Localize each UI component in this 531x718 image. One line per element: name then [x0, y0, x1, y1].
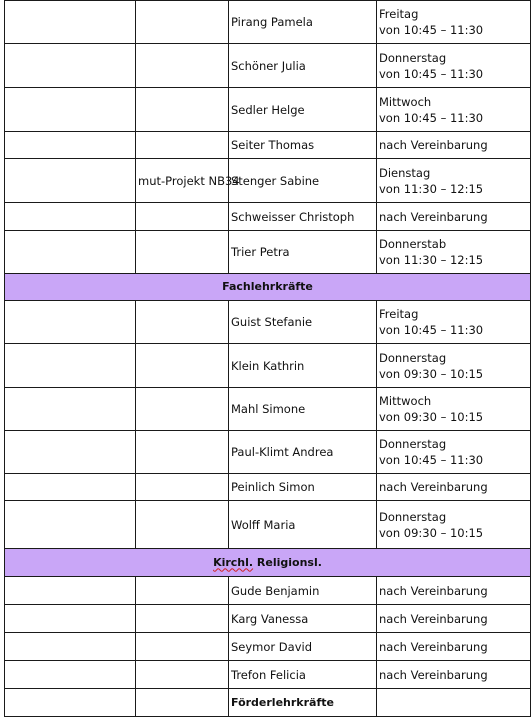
teacher-name: Peinlich Simon	[229, 474, 377, 501]
project-cell	[136, 501, 229, 549]
office-hour-day: Mittwoch	[379, 94, 432, 109]
empty-cell	[136, 689, 229, 717]
teacher-name: Seymor David	[229, 633, 377, 661]
teacher-name: Sedler Helge	[229, 88, 377, 132]
project-cell	[136, 474, 229, 501]
empty-cell	[5, 501, 136, 549]
office-hour-time: von 10:45 – 11:30	[379, 23, 484, 37]
project-cell	[136, 203, 229, 231]
section-header-rest: Religionsl.	[253, 555, 322, 569]
project-cell: mut-Projekt NB34	[136, 159, 229, 203]
section-header: Fachlehrkräfte	[5, 274, 531, 301]
office-hour-cell	[377, 301, 531, 344]
teacher-name: Schweisser Christoph	[229, 203, 377, 231]
project-cell	[136, 344, 229, 388]
office-hour-day: Donnerstab	[379, 237, 447, 251]
table-row	[5, 231, 531, 274]
office-hour-time: von 09:30 – 10:15	[379, 366, 484, 381]
table-row	[5, 301, 531, 344]
office-hour-day: Donnerstag	[379, 50, 447, 65]
empty-cell	[5, 388, 136, 431]
table-row	[5, 132, 531, 159]
office-hour-time: von 10:45 – 11:30	[379, 453, 484, 467]
empty-cell	[5, 159, 136, 203]
empty-cell	[5, 1, 136, 44]
project-cell	[136, 1, 229, 44]
empty-cell	[5, 203, 136, 231]
empty-cell	[5, 431, 136, 474]
table-row	[5, 577, 531, 605]
table-row	[5, 474, 531, 501]
project-cell	[136, 577, 229, 605]
office-hour-cell: nach Vereinbarung	[377, 605, 531, 633]
table-row	[5, 633, 531, 661]
office-hour-cell: nach Vereinbarung	[377, 474, 531, 501]
office-hour-time: von 10:45 – 11:30	[379, 323, 484, 337]
project-cell	[136, 301, 229, 344]
section-header	[5, 549, 531, 577]
table-row	[5, 689, 531, 717]
empty-cell	[5, 132, 136, 159]
office-hour-day: Dienstag	[379, 165, 431, 180]
empty-cell	[5, 577, 136, 605]
table-row	[5, 388, 531, 431]
office-hour-cell: nach Vereinbarung	[377, 661, 531, 689]
office-hour-cell: nach Vereinbarung	[377, 203, 531, 231]
empty-cell	[377, 689, 531, 717]
empty-cell	[5, 661, 136, 689]
table-row	[5, 344, 531, 388]
project-cell	[136, 88, 229, 132]
table-row	[5, 44, 531, 88]
empty-cell	[5, 44, 136, 88]
office-hour-cell	[377, 159, 531, 203]
teacher-name: Gude Benjamin	[229, 577, 377, 605]
office-hour-time: von 10:45 – 11:30	[379, 66, 484, 81]
teacher-name: Stenger Sabine	[229, 159, 377, 203]
table-row	[5, 661, 531, 689]
office-hour-time: von 09:30 – 10:15	[379, 525, 484, 540]
office-hour-cell	[377, 431, 531, 474]
teacher-name: Trier Petra	[229, 231, 377, 274]
subsection-label: Förderlehrkräfte	[229, 689, 377, 717]
teacher-name: Wolff Maria	[229, 501, 377, 549]
teacher-name: Guist Stefanie	[229, 301, 377, 344]
empty-cell	[5, 301, 136, 344]
table-row	[5, 1, 531, 44]
office-hour-day: Mittwoch	[379, 394, 432, 408]
teacher-name: Pirang Pamela	[229, 1, 377, 44]
teacher-office-hours-table	[4, 0, 531, 717]
table-row	[5, 203, 531, 231]
project-cell	[136, 388, 229, 431]
teacher-name: Schöner Julia	[229, 44, 377, 88]
office-hour-cell	[377, 501, 531, 549]
office-hour-time: von 10:45 – 11:30	[379, 110, 484, 125]
spellcheck-flagged-word: Kirchl.	[213, 555, 254, 569]
empty-cell	[5, 88, 136, 132]
table-row	[5, 431, 531, 474]
office-hour-cell: nach Vereinbarung	[377, 577, 531, 605]
office-hour-cell: nach Vereinbarung	[377, 132, 531, 159]
office-hour-cell	[377, 344, 531, 388]
office-hour-day: Freitag	[379, 307, 419, 321]
teacher-name: Mahl Simone	[229, 388, 377, 431]
office-hour-day: Freitag	[379, 7, 419, 21]
empty-cell	[5, 633, 136, 661]
project-cell	[136, 132, 229, 159]
office-hour-time: von 09:30 – 10:15	[379, 410, 484, 424]
office-hour-cell	[377, 44, 531, 88]
office-hour-day: Donnerstag	[379, 437, 447, 451]
project-cell	[136, 605, 229, 633]
empty-cell	[5, 689, 136, 717]
office-hour-cell	[377, 1, 531, 44]
teacher-name: Klein Kathrin	[229, 344, 377, 388]
project-cell	[136, 431, 229, 474]
office-hour-time: von 11:30 – 12:15	[379, 181, 484, 196]
office-hour-cell	[377, 388, 531, 431]
teacher-name: Seiter Thomas	[229, 132, 377, 159]
teacher-name: Paul-Klimt Andrea	[229, 431, 377, 474]
table-row	[5, 605, 531, 633]
teacher-name: Trefon Felicia	[229, 661, 377, 689]
table-row	[5, 501, 531, 549]
empty-cell	[5, 605, 136, 633]
table-row	[5, 88, 531, 132]
project-cell	[136, 44, 229, 88]
office-hour-time: von 11:30 – 12:15	[379, 253, 484, 267]
office-hour-cell: nach Vereinbarung	[377, 633, 531, 661]
empty-cell	[5, 231, 136, 274]
section-header-row	[5, 549, 531, 577]
empty-cell	[5, 474, 136, 501]
project-cell	[136, 661, 229, 689]
office-hour-cell	[377, 88, 531, 132]
section-header-row	[5, 274, 531, 301]
teacher-name: Karg Vanessa	[229, 605, 377, 633]
office-hour-day: Donnerstag	[379, 509, 447, 524]
office-hour-cell	[377, 231, 531, 274]
office-hour-day: Donnerstag	[379, 350, 447, 365]
project-cell	[136, 633, 229, 661]
table-row	[5, 159, 531, 203]
empty-cell	[5, 344, 136, 388]
project-cell	[136, 231, 229, 274]
